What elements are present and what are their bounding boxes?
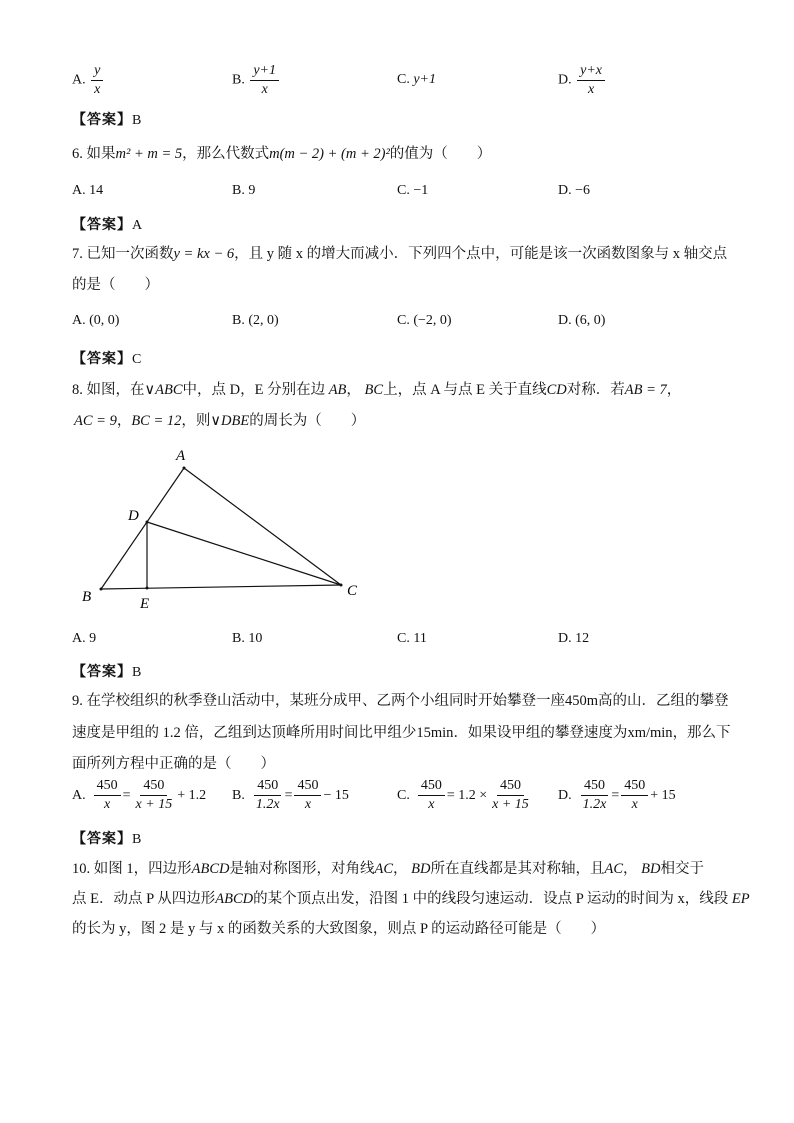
equals-sign: = <box>611 787 620 803</box>
label-c: C <box>347 583 358 599</box>
q6-option-c-value: −1 <box>413 183 429 198</box>
q6-expression: m(m − 2) + (m + 2)² <box>269 146 390 162</box>
q5-b-numerator: y+1 <box>250 64 279 81</box>
q5-b-denominator: x <box>261 82 268 97</box>
q9-d-frac-right <box>621 779 648 812</box>
q5-d-numerator: y+x <box>577 64 605 81</box>
label-b: B <box>82 589 92 605</box>
q8-option-a: A. 9 <box>72 631 97 646</box>
answer-value: A <box>132 218 143 233</box>
q8-text: 对称．若 <box>566 382 625 398</box>
q5-option-c <box>397 72 436 88</box>
q10-quad: ABCD <box>191 861 230 877</box>
q9-option-b <box>232 779 349 812</box>
denominator: 1.2x <box>255 797 280 812</box>
q9-stem-line1 <box>72 692 729 710</box>
q9-b-frac-left <box>253 779 283 812</box>
q8-text: ， <box>116 413 132 429</box>
point-e <box>146 587 149 590</box>
q9-c-frac-left <box>418 779 445 812</box>
label-a: A <box>176 448 186 464</box>
q8-triangle-dbe: ∨DBE <box>210 413 250 429</box>
q9-number: 9. <box>72 693 83 709</box>
q8-text: 如图，在 <box>86 382 145 398</box>
q7-answer <box>72 348 141 368</box>
q9-option-b-label: B. <box>232 787 245 803</box>
q8-answer <box>72 661 141 681</box>
q9-height: 450m <box>565 693 599 709</box>
answer-value: B <box>132 665 142 680</box>
q9-minutes: 15min <box>416 725 454 741</box>
q8-number: 8. <box>72 382 83 398</box>
q10-text: ， <box>623 861 638 877</box>
answer-tag: 【答案】 <box>72 831 132 847</box>
q9-text: 在学校组织的秋季登山活动中，某班分成甲、乙两个小组同时开始攀登一座 <box>86 693 565 709</box>
q5-option-a <box>72 64 105 97</box>
q7-option-a-value: (0, 0) <box>89 313 120 328</box>
q9-option-d-label: D. <box>558 787 572 803</box>
numerator: 450 <box>581 779 608 796</box>
denominator: x <box>428 797 435 812</box>
equals-sign: = <box>284 787 293 803</box>
q10-text: 的某个顶点出发，沿图 1 中的线段匀速运动．设点 P 运动的时间为 x，线段 <box>253 891 729 907</box>
q10-text: 点 E．动点 P 从四边形 <box>72 891 216 907</box>
q6-text: 的值为（ ） <box>389 146 492 162</box>
q8-triangle-figure <box>70 440 370 615</box>
q9-text: ，那么下 <box>672 725 731 741</box>
q8-ab-value: AB = 7 <box>624 382 667 398</box>
segment-ba <box>101 468 184 589</box>
q8-text: ， <box>666 382 682 398</box>
q7-option-b-label: B. <box>232 313 245 328</box>
q8-option-d: D. 12 <box>558 631 590 646</box>
numerator: 450 <box>418 779 445 796</box>
numerator: 450 <box>94 779 121 796</box>
q5-option-d-label: D. <box>558 72 572 88</box>
numerator: 450 <box>294 779 321 796</box>
q8-seg-ab: AB <box>328 382 347 398</box>
q6-stem <box>72 145 491 163</box>
q9-c-term: = 1.2 × <box>446 787 488 803</box>
q9-d-term: + 15 <box>650 787 676 803</box>
q5-option-b-label: B. <box>232 72 245 88</box>
q10-bd: BD <box>411 861 431 877</box>
denominator: x <box>304 797 312 812</box>
q7-option-c-label: C. <box>397 313 410 328</box>
q8-text: 上，点 A 与点 E 关于直线 <box>383 382 547 398</box>
q6-option-c-label: C. <box>397 183 410 198</box>
q7-text: ，且 y 随 x 的增大而减小．下列四个点中，可能是该一次函数图象与 x 轴交点 <box>234 246 728 262</box>
q7-stem-line1 <box>72 245 727 263</box>
answer-value: C <box>132 352 142 367</box>
q10-text: 是轴对称图形，对角线 <box>229 861 375 877</box>
q6-answer <box>72 214 142 234</box>
q5-option-a-fraction <box>91 64 103 97</box>
q9-c-frac-right <box>489 779 532 812</box>
q9-option-d <box>558 779 676 812</box>
q7-option-a <box>72 313 119 329</box>
answer-tag: 【答案】 <box>72 351 132 367</box>
point-d <box>146 521 149 524</box>
q6-option-c <box>397 183 428 199</box>
q7-option-d-label: D. <box>558 313 572 328</box>
segment-ac <box>184 468 341 585</box>
q7-option-d <box>558 313 605 329</box>
segment-bc <box>101 585 341 589</box>
point-a <box>183 467 186 470</box>
q10-text: 如图 1，四边形 <box>93 861 192 877</box>
q8-triangle-abc: ∨ABC <box>144 382 183 398</box>
q8-line-cd: CD <box>546 382 567 398</box>
q6-option-d <box>558 183 590 199</box>
answer-value: B <box>132 832 142 847</box>
denominator: 1.2x <box>582 797 607 812</box>
answer-tag: 【答案】 <box>72 112 132 128</box>
q5-answer <box>72 109 141 129</box>
q10-text: 所在直线都是其对称轴，且 <box>430 861 605 877</box>
denominator: x <box>631 797 638 812</box>
q6-option-d-value: −6 <box>575 183 591 198</box>
point-b <box>100 588 103 591</box>
q8-text: 中，点 D，E 分别在边 <box>182 382 326 398</box>
q5-option-c-label: C. <box>397 72 410 87</box>
q8-text: ， <box>346 382 361 398</box>
q9-option-c-label: C. <box>397 787 410 803</box>
label-d: D <box>128 508 139 524</box>
q5-option-c-value: y+1 <box>413 72 437 87</box>
q8-option-c: C. 11 <box>397 631 427 646</box>
q9-d-frac-left <box>580 779 610 812</box>
q6-text: 如果 <box>86 146 116 162</box>
q7-text: 已知一次函数 <box>86 246 174 262</box>
q7-option-c-value: (−2, 0) <box>413 313 452 328</box>
q7-option-d-value: (6, 0) <box>575 313 606 328</box>
answer-tag: 【答案】 <box>72 664 132 680</box>
q5-option-d-fraction <box>577 64 605 97</box>
q8-option-b: B. 10 <box>232 631 263 646</box>
q7-option-b <box>232 313 279 329</box>
q10-ac: AC <box>374 861 394 877</box>
q5-a-denominator: x <box>94 82 101 97</box>
q10-number: 10. <box>72 861 91 877</box>
denominator: x + 15 <box>135 797 173 812</box>
q9-a-frac-right <box>133 779 176 812</box>
equals-sign: = <box>122 787 131 803</box>
q9-a-frac-left <box>94 779 121 812</box>
q8-seg-bc: BC <box>364 382 384 398</box>
q5-option-b <box>232 64 281 97</box>
point-c <box>340 584 343 587</box>
q9-stem-line2 <box>72 724 731 742</box>
q7-option-b-value: (2, 0) <box>248 313 279 328</box>
q9-option-a-label: A. <box>72 787 86 803</box>
answer-tag: 【答案】 <box>72 217 132 233</box>
q10-bd: BD <box>641 861 661 877</box>
answer-value: B <box>132 113 142 128</box>
q5-a-numerator: y <box>91 64 103 81</box>
numerator: 450 <box>140 779 167 796</box>
q8-text: 的周长为（ ） <box>249 413 366 429</box>
q9-option-c <box>397 779 534 812</box>
q9-option-a <box>72 779 206 812</box>
q8-stem-line1 <box>72 381 681 399</box>
numerator: 450 <box>497 779 524 796</box>
denominator: x + 15 <box>492 797 529 812</box>
q5-option-b-fraction <box>250 64 279 97</box>
q7-number: 7. <box>72 246 83 262</box>
q6-number: 6. <box>72 146 83 162</box>
q6-text: ，那么代数式 <box>182 146 270 162</box>
q6-option-d-label: D. <box>558 183 572 198</box>
q5-option-d <box>558 64 607 97</box>
denominator: x <box>104 797 111 812</box>
q8-bc-value: BC = 12 <box>131 413 182 429</box>
q10-text: ， <box>393 861 408 877</box>
q7-option-a-label: A. <box>72 313 86 328</box>
q10-stem-line1 <box>72 860 704 878</box>
q7-option-c <box>397 313 452 329</box>
q8-text: ，则 <box>181 413 211 429</box>
q6-option-b: B. 9 <box>232 183 256 198</box>
segment-dc <box>147 522 341 585</box>
q8-ac-value: AC = 9 <box>74 413 117 429</box>
q10-stem-line3: 的长为 y，图 2 是 y 与 x 的函数关系的大致图象，则点 P 的运动路径可能是（ ） <box>72 921 606 937</box>
q9-b-term: − 15 <box>323 787 349 803</box>
label-e: E <box>140 596 150 612</box>
q9-text: 高的山．乙组的攀登 <box>598 693 729 709</box>
q7-stem-line2: 的是（ ） <box>72 277 159 293</box>
q10-ep: EP <box>731 891 750 907</box>
q9-stem-line3: 面所列方程中正确的是（ ） <box>72 756 275 772</box>
q6-condition: m² + m = 5 <box>115 146 183 162</box>
q9-a-term: + 1.2 <box>177 787 207 803</box>
q10-stem-line2 <box>72 890 750 908</box>
q10-ac: AC <box>604 861 624 877</box>
q9-speed: xm/min <box>627 725 673 741</box>
q7-function: y = kx − 6 <box>173 246 235 262</box>
q5-d-denominator: x <box>587 82 595 97</box>
q8-stem-line2 <box>74 412 365 430</box>
q5-option-a-label: A. <box>72 72 86 88</box>
q9-text: 速度是甲组的 1.2 倍，乙组到达顶峰所用时间比甲组少 <box>72 725 417 741</box>
q10-text: 相交于 <box>660 861 704 877</box>
q9-b-frac-right <box>294 779 321 812</box>
q9-answer <box>72 828 141 848</box>
q10-quad: ABCD <box>215 891 254 907</box>
q9-text: ．如果设甲组的攀登速度为 <box>453 725 628 741</box>
q6-option-a: A. 14 <box>72 183 104 198</box>
numerator: 450 <box>621 779 648 796</box>
numerator: 450 <box>254 779 281 796</box>
